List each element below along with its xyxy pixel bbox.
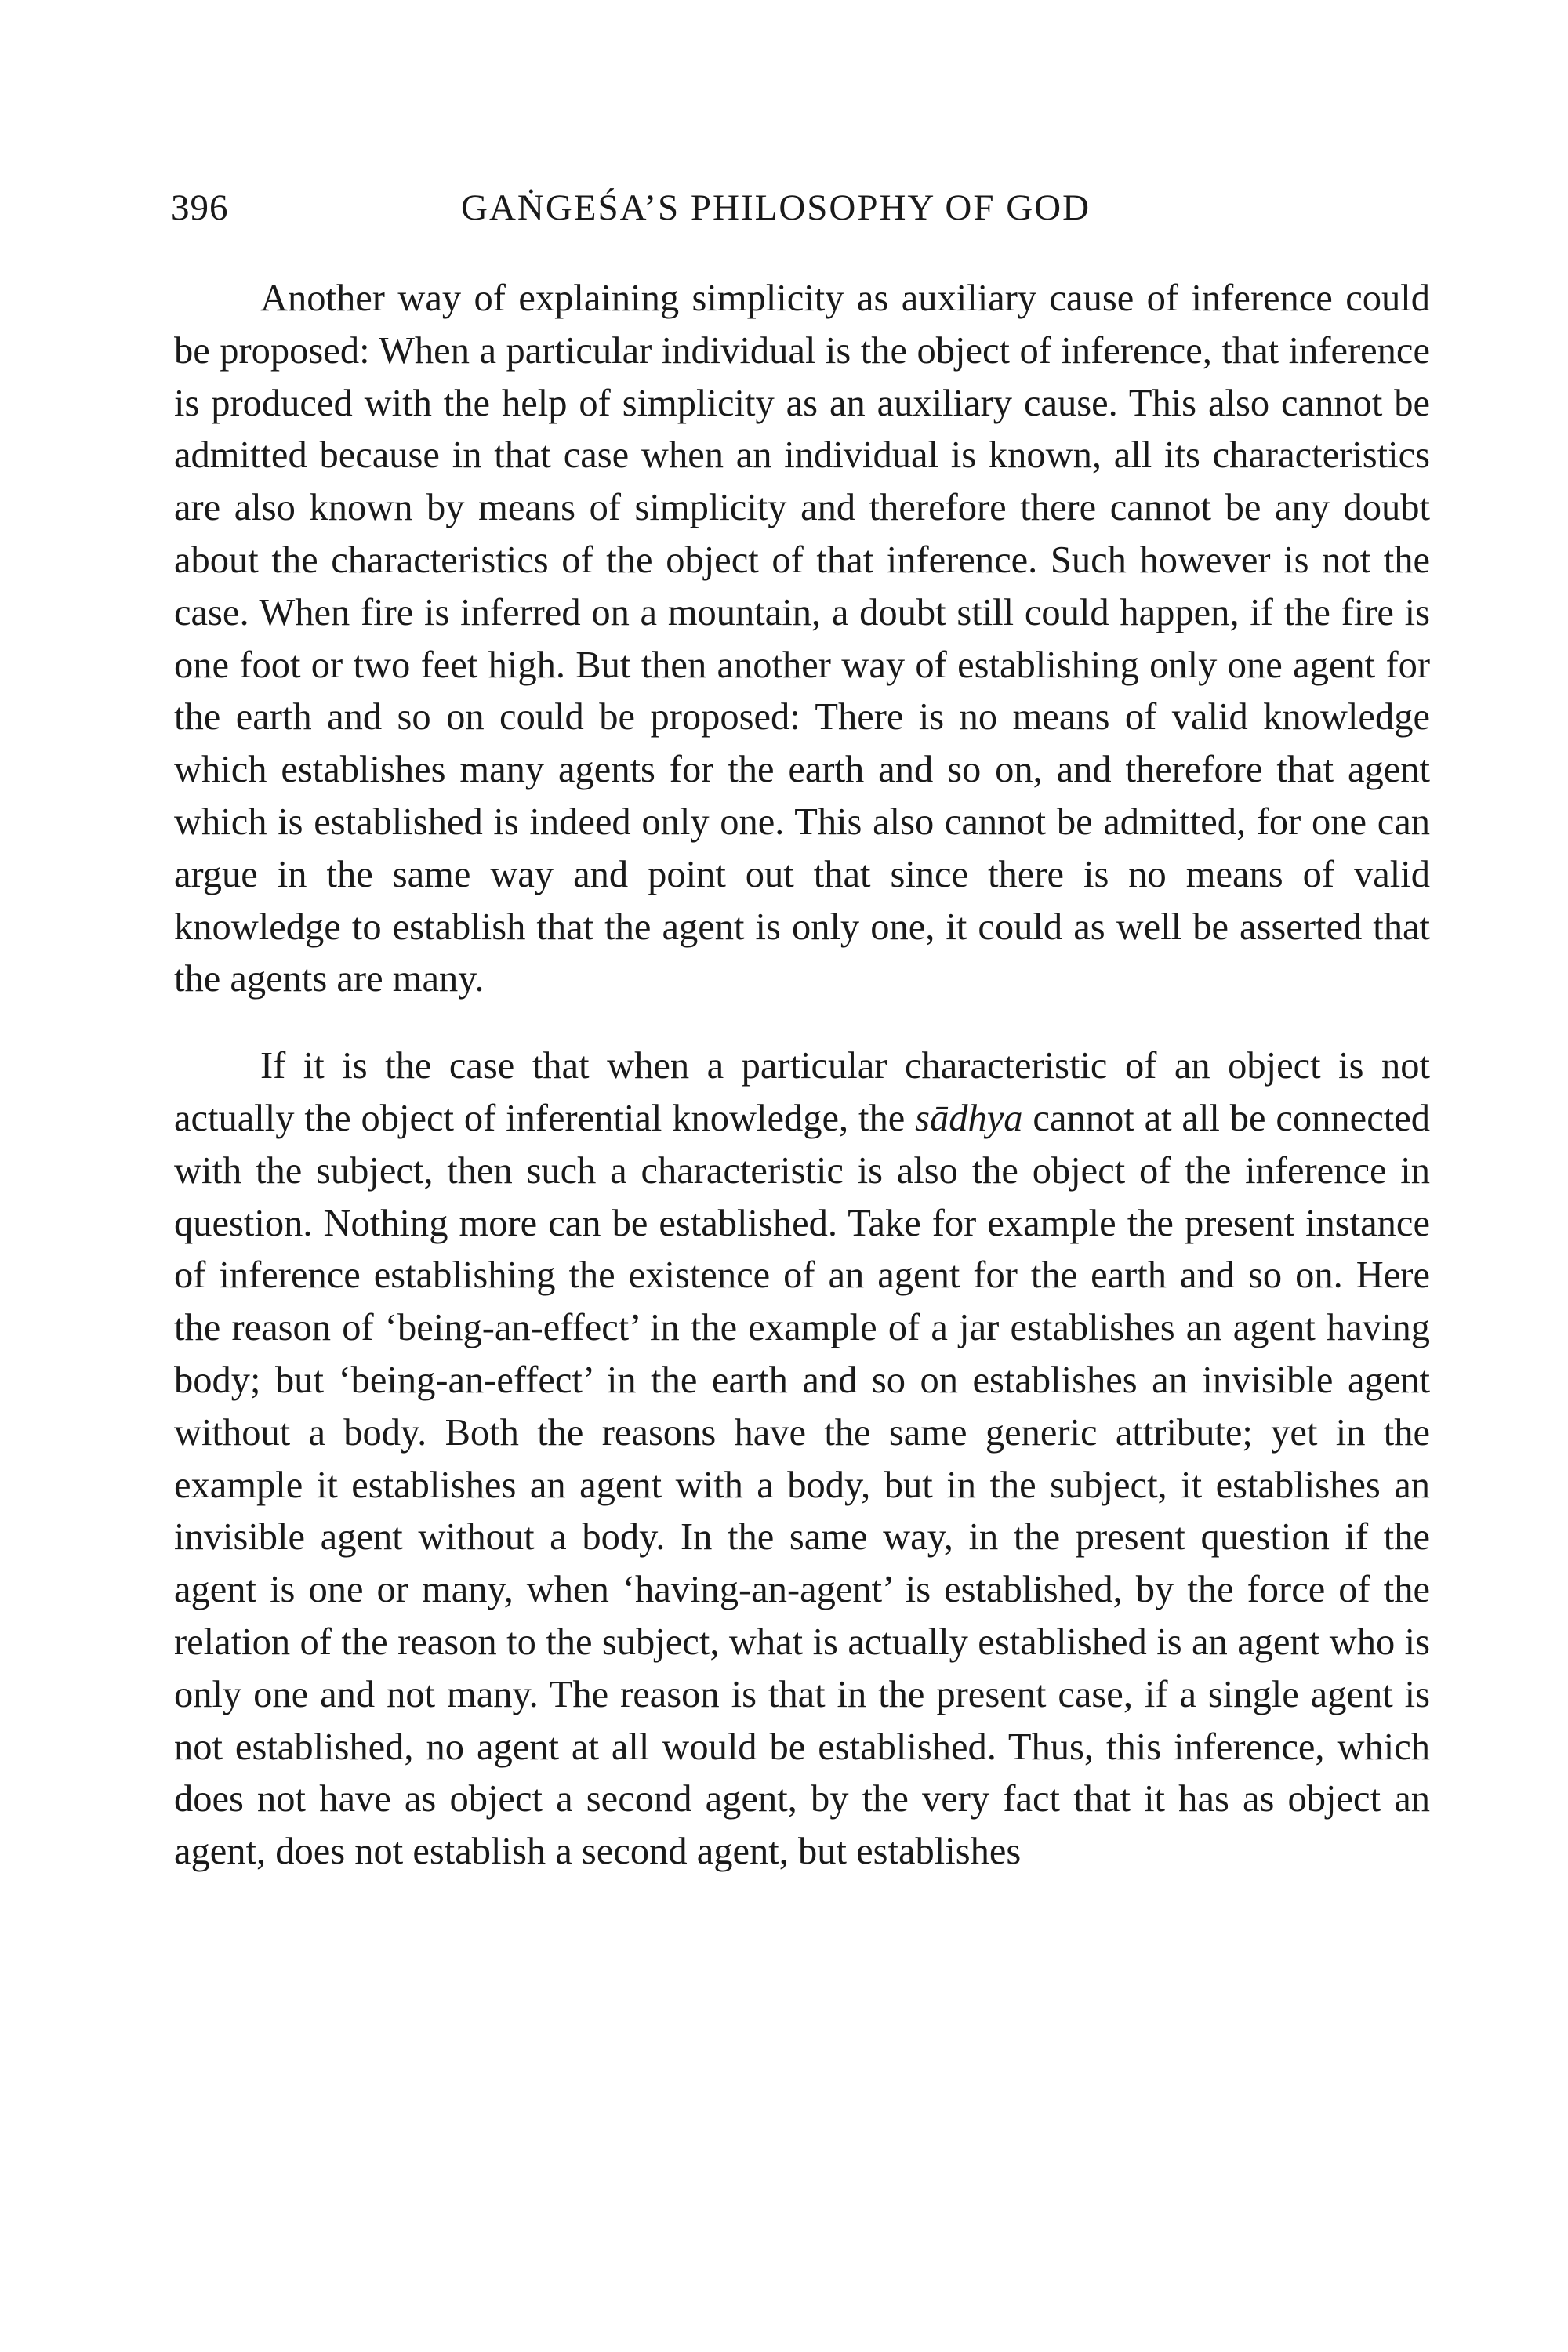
paragraph-2-start: If it is the case that when a particular characteristic of an object is not actually the object of inferential knowledge, the [174,1045,1430,1139]
header-title: GAṄGEŚA’S PHILOSOPHY OF GOD [461,187,1091,228]
paragraph-1: Another way of explaining simplicity as auxiliary cause of inference could be proposed: When a particular individual is the object of inference, that inference is produced with the help of simplicity as an auxiliary cause. This also cannot be admitted because in that case when an individual is known, all its characteristics are also known by means of simplicity and therefore there cannot be any doubt about the characteristics of the object of that inference. Such however is not the case. When fire is inferred on a mountain, a doubt still could happen, if the fire is one foot or two feet high. But then another way of establishing only one agent for the earth and so on could be proposed: There is no means of valid knowledge which establishes many agents for the earth and so on, and therefore that agent which is established is indeed only one. This also cannot be admitted, for one can argue in the same way and point out that since there is no means of valid knowledge to establish that the agent is only one, it could as well be asserted that the agents are many. [174,278,1430,1000]
running-head [171,187,1425,241]
paragraph-2 [174,1040,1430,1878]
paragraph-2-rest: cannot at all be connected with the subject, then such a characteristic is also the object of the inference in question. Nothing more can be established. Take for example the present instance of inference establishing the existence of an agent for the earth and so on. Here the reason of ‘being-an-effect’ in the example of a jar establishes an agent having body; but ‘being-an-effect’ in the earth and so on establishes an invisible agent without a body. Both the reasons have the same generic attribute; yet in the example it establishes an agent with a body, but in the subject, it establishes an invisible agent without a body. In the same way, in the present question if the agent is one or many, when ‘having-an-agent’ is established, by the force of the relation of the reason to the subject, what is actually established is an agent who is only one and not many. The reason is that in the present case, if a single agent is not established, no agent at all would be established. Thus, this inference, which does not have as object a second agent, by the very fact that it has as object an agent, does not establish a second agent, but establishes [174,1097,1430,1873]
sadhya-term: sādhya [915,1097,1023,1139]
page-number: 396 [171,187,229,228]
body-text [174,273,1430,1878]
